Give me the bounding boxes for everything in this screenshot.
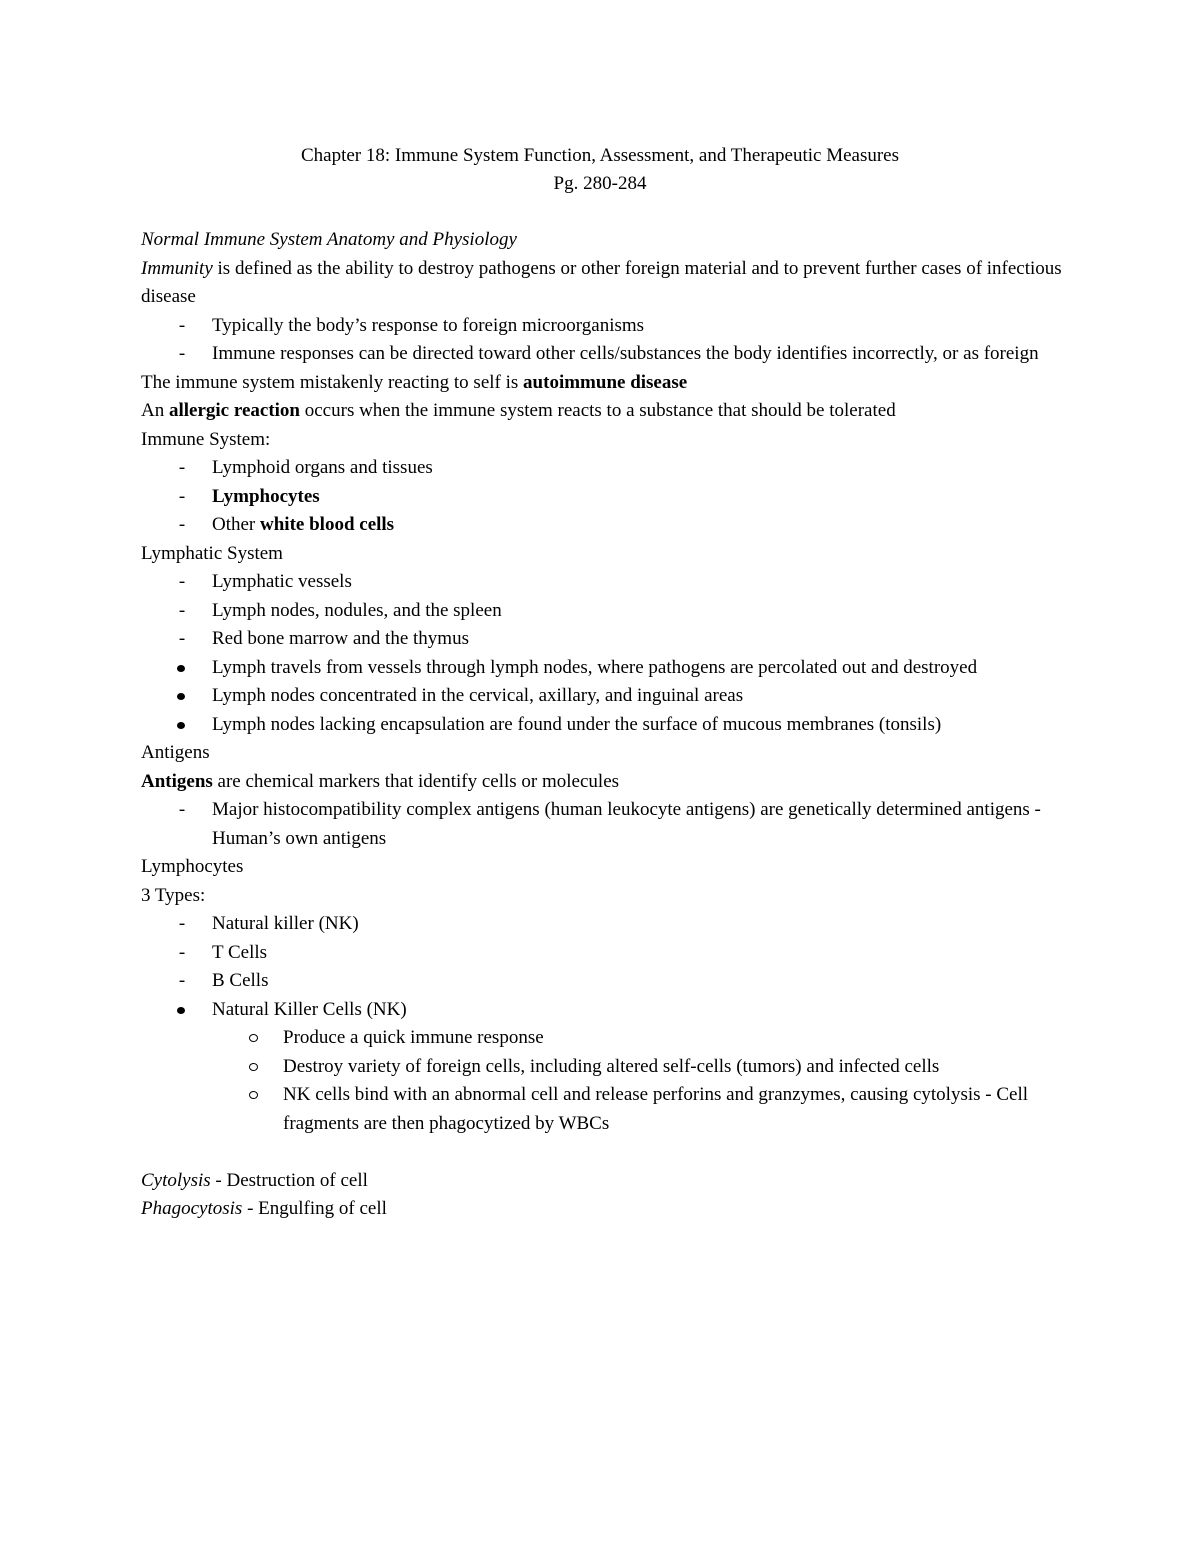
list-item: - Lymphoid organs and tissues <box>141 454 1071 483</box>
list-item: Lymph travels from vessels through lymph nodes, where pathogens are percolated out and destroyed <box>212 656 978 678</box>
list-item: - Typically the body’s response to foreign microorganisms <box>141 312 1071 341</box>
list-item: - Lymphocytes <box>141 483 1071 512</box>
antigens-label: Antigens <box>141 742 210 763</box>
dash-marker: - <box>178 343 186 364</box>
list-item: - Lymph nodes, nodules, and the spleen <box>141 597 1071 626</box>
list-item: - Natural killer (NK) <box>141 910 1071 939</box>
blank-line <box>141 1138 1071 1167</box>
dash-marker: - <box>178 314 186 336</box>
list-item: - Major histocompatibility complex antigens (human leukocyte antigens) are genetically determined antigens - Human’s own antigens <box>141 796 1071 853</box>
allergic-line: An allergic reaction occurs when the immune system reacts to a substance that should be tolerated <box>141 400 896 421</box>
autoimmune-line: The immune system mistakenly reacting to self is autoimmune disease <box>141 371 688 393</box>
list-item: - T Cells <box>141 939 1071 968</box>
phagocytosis-definition: Phagocytosis - Engulfing of cell <box>141 1198 387 1219</box>
dash-marker: - <box>178 485 186 507</box>
immunity-term: Immunity <box>141 257 213 279</box>
list-item: - Immune responses can be directed toward other cells/substances the body identifies incorrectly, or as foreign <box>141 340 1071 369</box>
section-heading: Normal Immune System Anatomy and Physiology <box>141 229 517 250</box>
dash-marker: - <box>178 941 186 963</box>
dash-marker: - <box>178 913 186 934</box>
title-block <box>0 142 1200 198</box>
immune-system-list <box>141 454 1071 540</box>
list-item: - Other white blood cells <box>141 511 1071 540</box>
antigens-list <box>141 796 1071 853</box>
dash-marker: - <box>178 970 186 991</box>
antigens-definition: Antigens are chemical markers that identify cells or molecules <box>141 770 620 792</box>
lymphocyte-types-list <box>141 910 1071 1024</box>
list-item: Produce a quick immune response <box>283 1027 544 1048</box>
types-label: 3 Types: <box>141 884 206 906</box>
dash-marker: - <box>178 514 186 535</box>
list-item: NK cells bind with an abnormal cell and release perforins and granzymes, causing cytolysis - Cell fragments are then phagocytized by WBCs <box>283 1084 1028 1134</box>
lymphatic-label: Lymphatic System <box>141 542 283 564</box>
chapter-title: Chapter 18: Immune System Function, Assessment, and Therapeutic Measures <box>300 145 900 166</box>
list-item: Destroy variety of foreign cells, including altered self-cells (tumors) and infected cells <box>283 1055 940 1077</box>
list-item: Lymph nodes lacking encapsulation are found under the surface of mucous membranes (tonsils) <box>212 713 942 735</box>
nk-details-list <box>141 1024 1071 1138</box>
dash-marker: - <box>178 599 186 621</box>
list-item: Natural Killer Cells (NK) <box>212 998 407 1020</box>
cytolysis-definition: Cytolysis - Destruction of cell <box>141 1169 368 1191</box>
immunity-definition: Immunity is defined as the ability to destroy pathogens or other foreign material and to prevent further cases of infectious disease <box>141 257 1062 307</box>
notes-body <box>141 226 1071 1224</box>
list-item: Lymph nodes concentrated in the cervical, axillary, and inguinal areas <box>212 685 744 706</box>
immunity-list <box>141 312 1071 369</box>
dash-marker: - <box>178 571 186 592</box>
dash-marker: - <box>178 457 186 478</box>
dash-marker: - <box>178 628 186 649</box>
list-item: - B Cells <box>141 967 1071 996</box>
immune-system-label: Immune System: <box>141 428 271 450</box>
list-item: - Red bone marrow and the thymus <box>141 625 1071 654</box>
dash-marker: - <box>178 799 186 820</box>
list-item: - Lymphatic vessels <box>141 568 1071 597</box>
page-range: Pg. 280-284 <box>553 173 647 194</box>
lymphatic-list <box>141 568 1071 739</box>
lymphocytes-label: Lymphocytes <box>141 856 244 877</box>
